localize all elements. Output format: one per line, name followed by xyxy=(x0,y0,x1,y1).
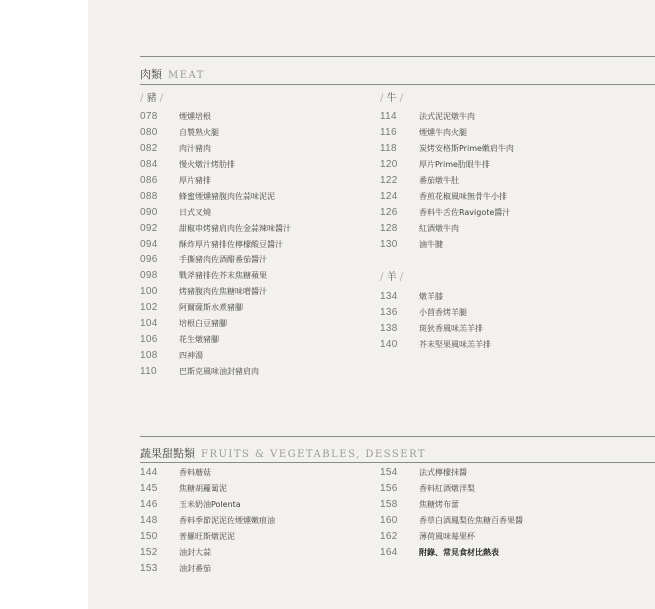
recipe-title: 甜椒串烤豬肩肉佐金蒜辣味醬汁 xyxy=(179,223,291,233)
recipe-title: 手撕豬肉佐酒醋番茄醬汁 xyxy=(179,255,267,265)
recipe-title: 香草白酒鳳梨佐焦糖百香果醬 xyxy=(419,516,523,526)
page-number: 080 xyxy=(140,127,158,139)
page-number: 086 xyxy=(140,175,158,186)
recipe-title: 巴斯克風味油封豬肩肉 xyxy=(179,366,259,376)
toc-entry xyxy=(140,363,291,379)
recipe-title: 香料紅酒燉洋梨 xyxy=(419,484,475,494)
recipe-title: 芥末堅果風味羔羊排 xyxy=(419,340,491,350)
page-number: 122 xyxy=(380,175,398,186)
toc-entry xyxy=(140,125,291,141)
toc-entry xyxy=(380,109,514,125)
page-number: 138 xyxy=(380,323,398,335)
page-number: 106 xyxy=(140,333,158,345)
recipe-title: 煙燻牛肉火腿 xyxy=(419,128,467,138)
toc-entry xyxy=(380,289,491,305)
toc-entry xyxy=(380,465,523,481)
page-number: 150 xyxy=(140,531,158,542)
toc-entry xyxy=(140,316,291,332)
toc-entry xyxy=(380,497,523,513)
toc-entry xyxy=(380,141,514,157)
toc-entry xyxy=(140,268,291,284)
toc-entry xyxy=(140,188,291,204)
toc-entry xyxy=(380,321,491,337)
recipe-title: 烤豬腹肉佐焦糖味噌醬汁 xyxy=(179,287,267,297)
lamb-subheading: / 羊 / xyxy=(380,272,404,283)
page-number: 084 xyxy=(140,159,158,171)
recipe-title: 焦糖胡蘿蔔泥 xyxy=(179,484,227,494)
page-number: 116 xyxy=(380,127,397,139)
toc-entry xyxy=(380,236,514,252)
recipe-title: 油封大蒜 xyxy=(179,547,211,557)
recipe-title: 斑狄香風味羔羊排 xyxy=(419,324,483,334)
recipe-title: 燉羊膝 xyxy=(419,292,443,302)
page-number: 140 xyxy=(380,339,398,351)
toc-entry xyxy=(140,560,275,576)
recipe-title: 慢火燉汁烤肋排 xyxy=(179,160,235,170)
toc-entry xyxy=(380,157,514,173)
toc-entry xyxy=(380,220,514,236)
toc-entry xyxy=(140,204,291,220)
toc-entry xyxy=(380,529,523,545)
meat-bottom-rule xyxy=(140,84,655,85)
recipe-title: 普羅旺斯燉泥泥 xyxy=(179,532,235,541)
page-number: 162 xyxy=(380,531,398,542)
toc-entry xyxy=(140,157,291,173)
page-number: 118 xyxy=(380,143,397,155)
meat-title-zh: 肉類 xyxy=(140,68,162,81)
recipe-title: 戰斧豬排佐芥末焦糖蘋果 xyxy=(179,271,267,281)
page-number: 102 xyxy=(140,302,158,314)
page-number: 110 xyxy=(140,365,157,377)
toc-entry xyxy=(140,529,275,545)
recipe-title: 薄荷風味莓果杯 xyxy=(419,532,475,541)
toc-entry xyxy=(140,465,275,481)
recipe-title: 玉米奶油Polenta xyxy=(179,500,241,510)
recipe-title: 四神湯 xyxy=(179,350,203,360)
recipe-title: 滷牛腱 xyxy=(419,239,443,249)
fruits-right-list xyxy=(380,465,523,560)
toc-entry xyxy=(380,188,514,204)
toc-entry xyxy=(140,544,275,560)
page-number: 156 xyxy=(380,483,398,495)
page-number: 128 xyxy=(380,222,398,234)
recipe-title: 厚片豬排 xyxy=(179,176,211,185)
toc-entry xyxy=(380,125,514,141)
meat-title-en: MEAT xyxy=(168,70,205,81)
page-number: 124 xyxy=(380,190,398,202)
toc-entry xyxy=(380,481,523,497)
toc-entry xyxy=(140,481,275,497)
recipe-title: 香煎花椒風味無骨牛小排 xyxy=(419,191,507,201)
page-number: 096 xyxy=(140,254,158,266)
fruits-bottom-rule xyxy=(140,462,655,463)
page-number: 098 xyxy=(140,270,158,282)
page-number: 164 xyxy=(380,546,398,558)
toc-entry xyxy=(140,497,275,513)
recipe-title: 附錄、常見食材比熱表 xyxy=(419,547,499,557)
toc-entry xyxy=(380,204,514,220)
recipe-title: 番茄燉牛肚 xyxy=(419,176,459,185)
recipe-title: 法式泥泥燉牛肉 xyxy=(419,112,475,122)
page-number: 158 xyxy=(380,499,398,511)
recipe-title: 培根白豆豬腳 xyxy=(179,319,227,329)
toc-entry xyxy=(140,347,291,363)
page-number: 145 xyxy=(140,483,158,495)
toc-entry xyxy=(140,284,291,300)
page-number: 134 xyxy=(380,291,398,303)
recipe-title: 香料牛舌佐Ravigote醬汁 xyxy=(419,207,511,217)
page-number: 146 xyxy=(140,499,158,511)
recipe-title: 阿爾薩斯水煮豬腳 xyxy=(179,303,243,313)
toc-entry xyxy=(140,252,291,268)
recipe-title: 油封番茄 xyxy=(179,563,211,573)
fruits-top-rule xyxy=(140,436,655,437)
page-number: 152 xyxy=(140,546,158,558)
toc-entry xyxy=(380,544,523,560)
toc-entry xyxy=(380,513,523,529)
toc-entry xyxy=(380,173,514,189)
page-number: 154 xyxy=(380,467,398,479)
toc-entry xyxy=(140,236,291,252)
recipe-title: 蜂蜜煙燻豬腹肉佐蒜味泥泥 xyxy=(179,191,275,201)
lamb-list xyxy=(380,289,491,353)
recipe-title: 香料季節泥泥佐煙燻嫩痕油 xyxy=(179,516,275,526)
pork-subheading: / 豬 / xyxy=(140,93,164,104)
recipe-title: 肉汁豬肉 xyxy=(179,144,211,154)
page-number: 144 xyxy=(140,467,158,479)
fruits-title-zh: 蔬果甜點類 xyxy=(140,447,195,460)
page-number: 088 xyxy=(140,190,158,202)
meat-top-rule xyxy=(140,56,655,57)
page-number: 153 xyxy=(140,562,158,574)
beef-subheading: / 牛 / xyxy=(380,93,404,104)
recipe-title: 日式叉燒 xyxy=(179,207,211,217)
toc-entry xyxy=(380,305,491,321)
toc-entry xyxy=(140,300,291,316)
page-number: 082 xyxy=(140,143,158,155)
page-number: 126 xyxy=(380,206,398,218)
recipe-title: 自製熟火腿 xyxy=(179,128,219,138)
page-number: 090 xyxy=(140,206,158,218)
page-number: 130 xyxy=(380,238,398,250)
toc-entry xyxy=(140,331,291,347)
page-number: 094 xyxy=(140,238,158,250)
page-number: 092 xyxy=(140,222,158,234)
page-number: 114 xyxy=(380,111,397,123)
recipe-title: 香料蘑菇 xyxy=(179,468,211,478)
fruits-title-en: FRUITS & VEGETABLES, DESSERT xyxy=(201,449,427,460)
pork-list xyxy=(140,109,291,379)
page-number: 100 xyxy=(140,286,158,298)
page-number: 108 xyxy=(140,349,158,361)
recipe-title: 煙燻培根 xyxy=(179,112,211,122)
meat-section-title xyxy=(140,66,205,82)
page-number: 148 xyxy=(140,515,158,527)
beef-list xyxy=(380,109,514,252)
toc-entry xyxy=(140,220,291,236)
page-number: 160 xyxy=(380,515,398,527)
toc-entry xyxy=(140,513,275,529)
toc-entry xyxy=(140,109,291,125)
page-number: 136 xyxy=(380,307,398,319)
recipe-title: 法式檸檬抹醬 xyxy=(419,468,467,478)
page-number: 104 xyxy=(140,318,158,330)
toc-page xyxy=(88,0,655,609)
recipe-title: 紅酒燉牛肉 xyxy=(419,223,459,233)
recipe-title: 炭烤安格斯Prime嫩肩牛肉 xyxy=(419,144,514,154)
fruits-section-title xyxy=(140,445,426,461)
toc-entry xyxy=(140,141,291,157)
recipe-title: 焦糖烤布蕾 xyxy=(419,500,459,510)
recipe-title: 花生燉豬腳 xyxy=(179,334,219,344)
toc-entry xyxy=(380,337,491,353)
recipe-title: 小茴香烤羊腿 xyxy=(419,308,467,318)
page-number: 120 xyxy=(380,159,398,171)
toc-entry xyxy=(140,173,291,189)
recipe-title: 酥炸厚片豬排佐檸檬酸豆醬汁 xyxy=(179,239,283,249)
page-number: 078 xyxy=(140,111,158,123)
recipe-title: 厚片Prime肋眼牛排 xyxy=(419,160,490,170)
fruits-left-list xyxy=(140,465,275,576)
